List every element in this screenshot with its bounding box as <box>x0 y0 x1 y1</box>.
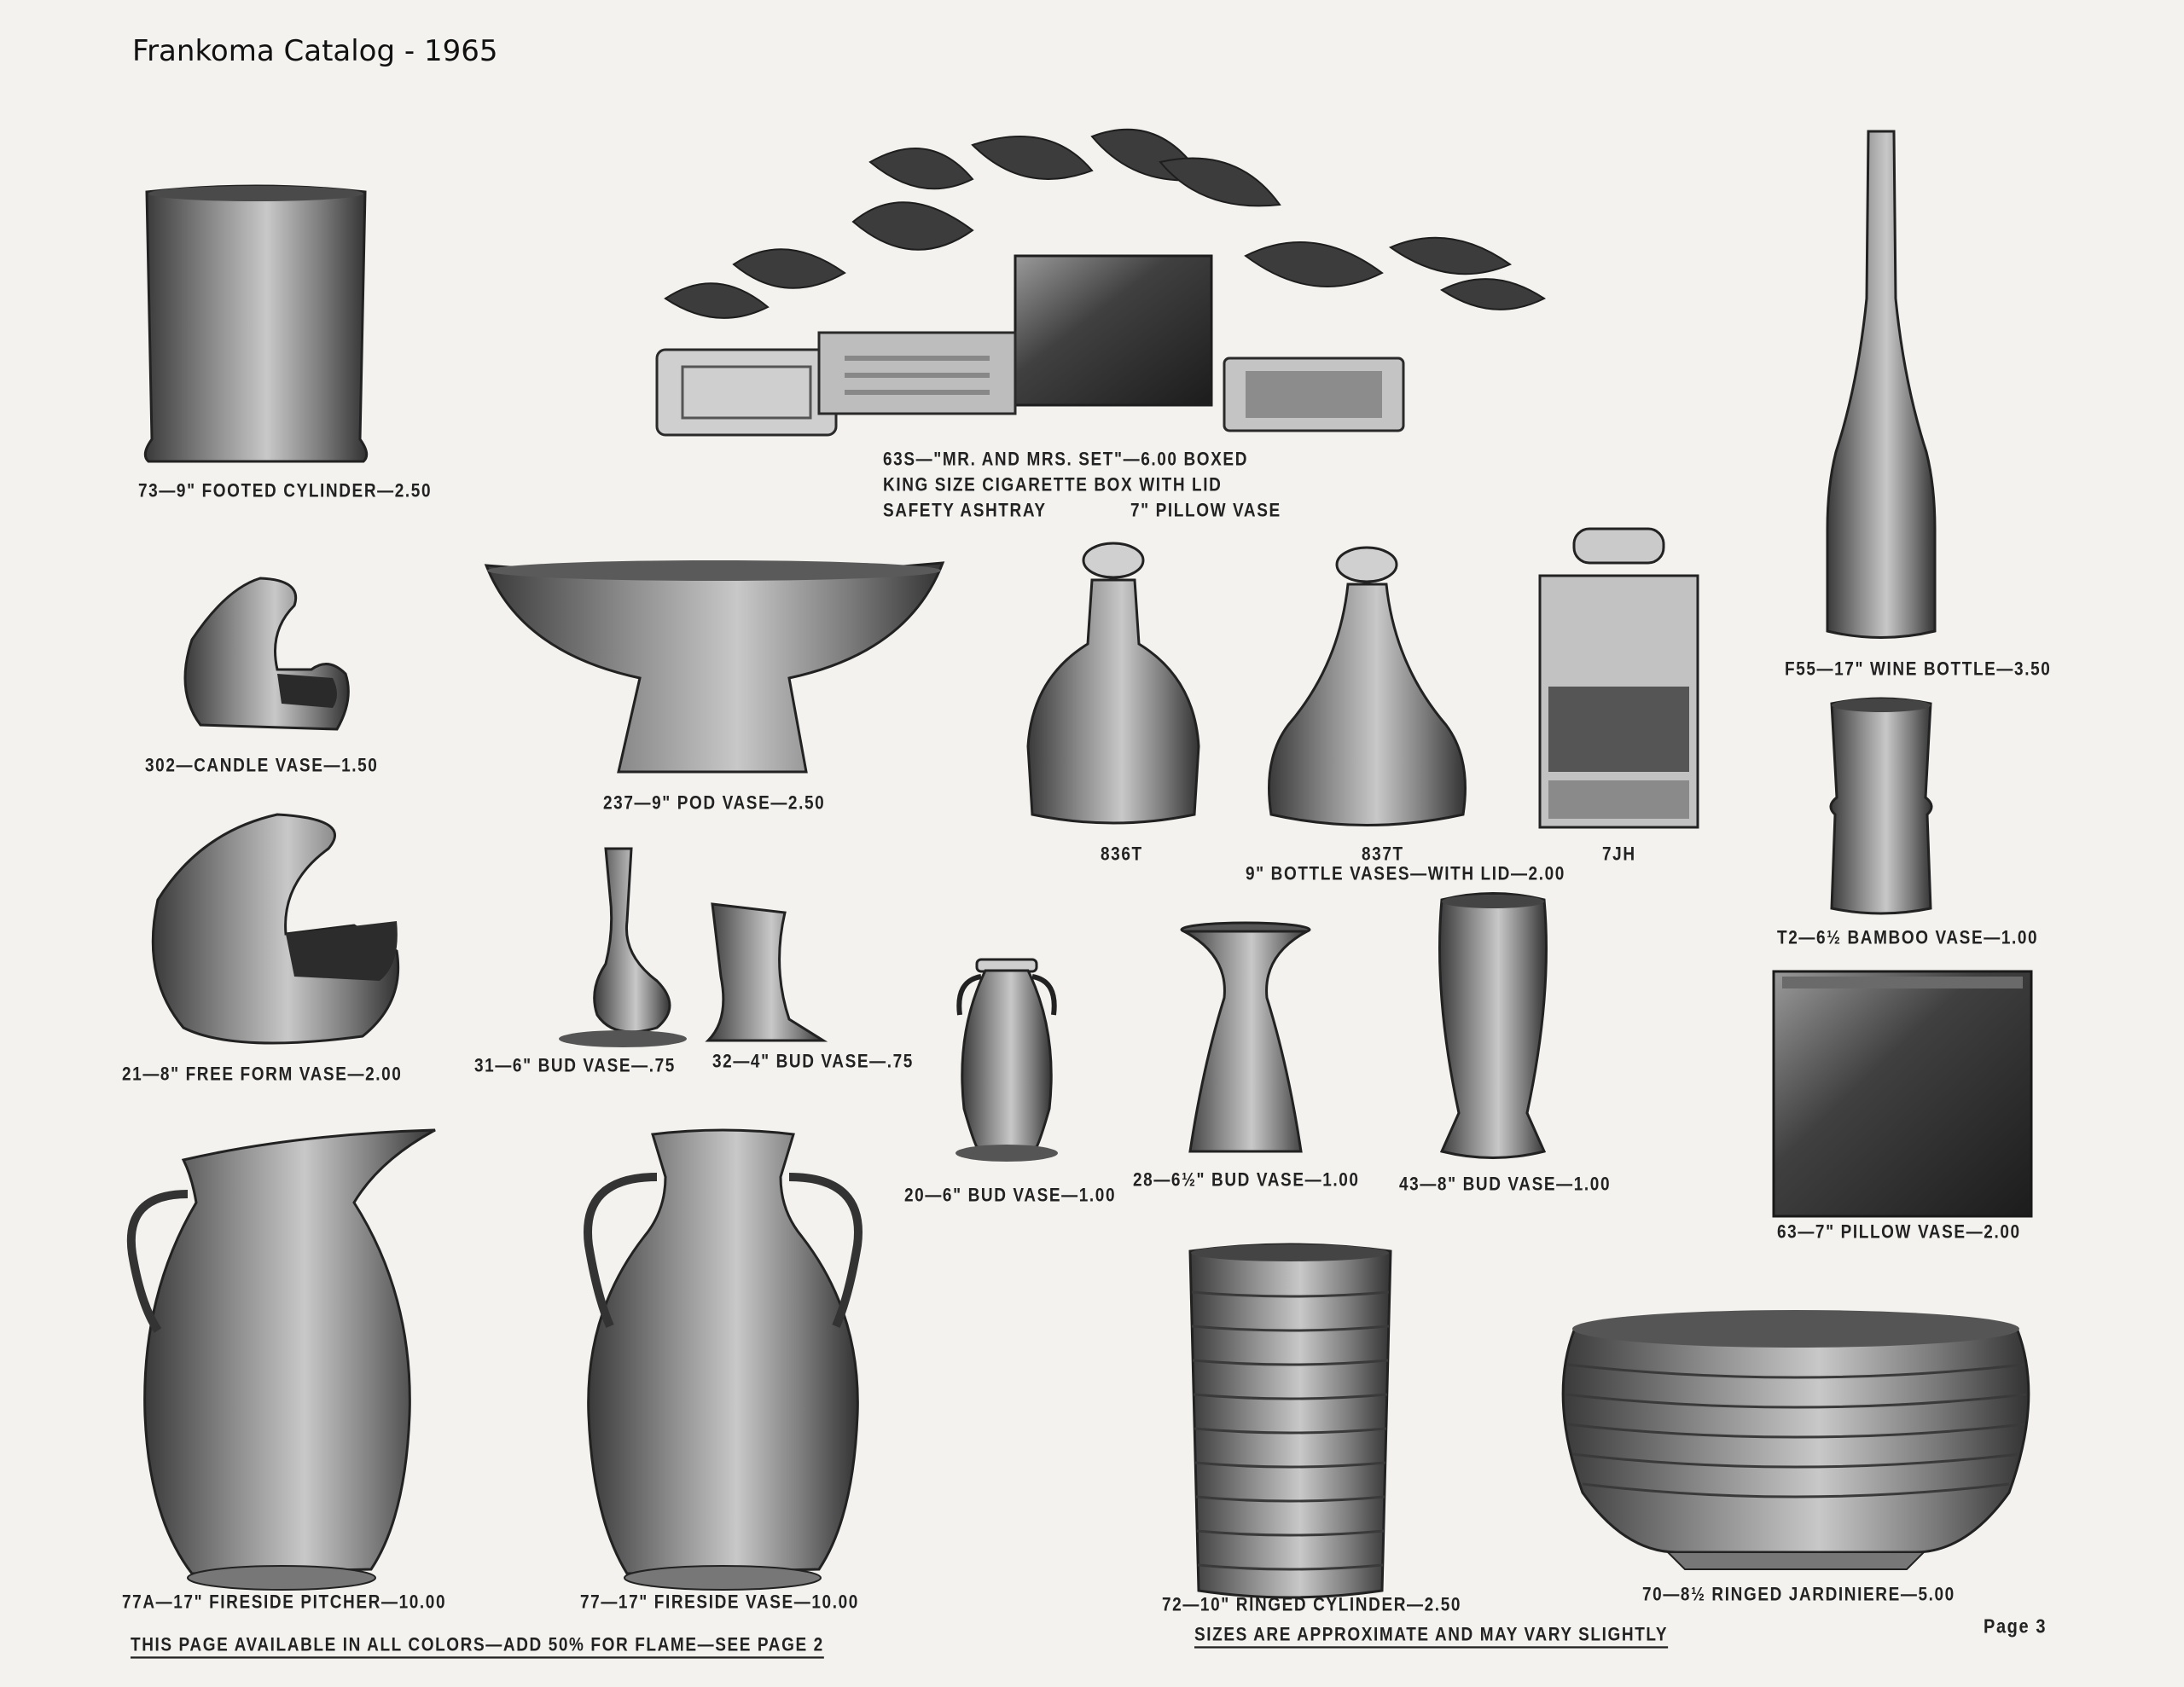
bottle-vase-7jh-image <box>1536 525 1702 832</box>
colors-availability-note: THIS PAGE AVAILABLE IN ALL COLORS—ADD 50% FOR FLAME—SEE PAGE 2 <box>131 1635 824 1656</box>
candle-vase-caption: 302—CANDLE VASE—1.50 <box>145 756 379 777</box>
set-caption-line3a: SAFETY ASHTRAY <box>883 501 1047 522</box>
footed-cylinder-caption: 73—9" FOOTED CYLINDER—2.50 <box>138 481 433 502</box>
sizes-approximate-note: SIZES ARE APPROXIMATE AND MAY VARY SLIGHTLY <box>1194 1625 1669 1646</box>
wine-bottle-image <box>1826 128 1937 644</box>
bamboo-vase-image <box>1821 695 1941 917</box>
fireside-pitcher-caption: 77A—17" FIRESIDE PITCHER—10.00 <box>122 1592 447 1614</box>
bottle-vases-caption: 9" BOTTLE VASES—WITH LID—2.00 <box>1246 864 1565 885</box>
bottle-vase-836t-image <box>1024 542 1203 832</box>
free-form-vase-image <box>141 806 405 1049</box>
bud-vase-28-caption: 28—6½" BUD VASE—1.00 <box>1133 1170 1360 1191</box>
bud-vase-20-caption: 20—6" BUD VASE—1.00 <box>904 1186 1117 1207</box>
bud-vase-43-caption: 43—8" BUD VASE—1.00 <box>1399 1174 1612 1196</box>
set-caption-line3b: 7" PILLOW VASE <box>1130 501 1281 522</box>
mr-and-mrs-set-image <box>648 128 1561 452</box>
page-number: Page 3 <box>1984 1616 2048 1638</box>
page-title: Frankoma Catalog - 1965 <box>132 34 498 68</box>
ringed-cylinder-caption: 72—10" RINGED CYLINDER—2.50 <box>1162 1595 1462 1616</box>
set-caption-line2: KING SIZE CIGARETTE BOX WITH LID <box>883 475 1223 496</box>
bud-vase-31-image <box>555 844 687 1049</box>
free-form-vase-caption: 21—8" FREE FORM VASE—2.00 <box>122 1064 403 1086</box>
fireside-vase-caption: 77—17" FIRESIDE VASE—10.00 <box>580 1592 859 1614</box>
fireside-vase-image <box>572 1126 874 1595</box>
set-caption-line1: 63S—"MR. AND MRS. SET"—6.00 BOXED <box>883 449 1249 471</box>
pod-vase-caption: 237—9" POD VASE—2.50 <box>603 793 826 815</box>
bud-vase-31-caption: 31—6" BUD VASE—.75 <box>474 1056 676 1077</box>
wine-bottle-caption: F55—17" WINE BOTTLE—3.50 <box>1785 659 2052 681</box>
bud-vase-28-image <box>1177 921 1314 1160</box>
bud-vase-32-image <box>704 900 836 1049</box>
pillow-vase-image <box>1770 968 2035 1220</box>
fireside-pitcher-image <box>124 1126 439 1595</box>
pillow-vase-caption: 63—7" PILLOW VASE—2.00 <box>1777 1222 2021 1244</box>
code-837t-label: 837T <box>1362 844 1404 866</box>
bottle-vase-837t-image <box>1267 546 1467 832</box>
bamboo-vase-caption: T2—6½ BAMBOO VASE—1.00 <box>1777 928 2039 949</box>
code-7jh-label: 7JH <box>1602 844 1636 866</box>
bud-vase-43-image <box>1425 891 1561 1164</box>
pod-vase-image <box>482 559 947 780</box>
footed-cylinder-image <box>136 183 375 469</box>
bud-vase-20-image <box>951 955 1062 1164</box>
ringed-jardiniere-caption: 70—8½ RINGED JARDINIERE—5.00 <box>1642 1585 1955 1606</box>
bud-vase-32-caption: 32—4" BUD VASE—.75 <box>712 1052 914 1073</box>
ringed-jardiniere-image <box>1557 1296 2035 1578</box>
ringed-cylinder-image <box>1182 1241 1399 1603</box>
code-836t-label: 836T <box>1101 844 1143 866</box>
candle-vase-image <box>175 571 354 738</box>
